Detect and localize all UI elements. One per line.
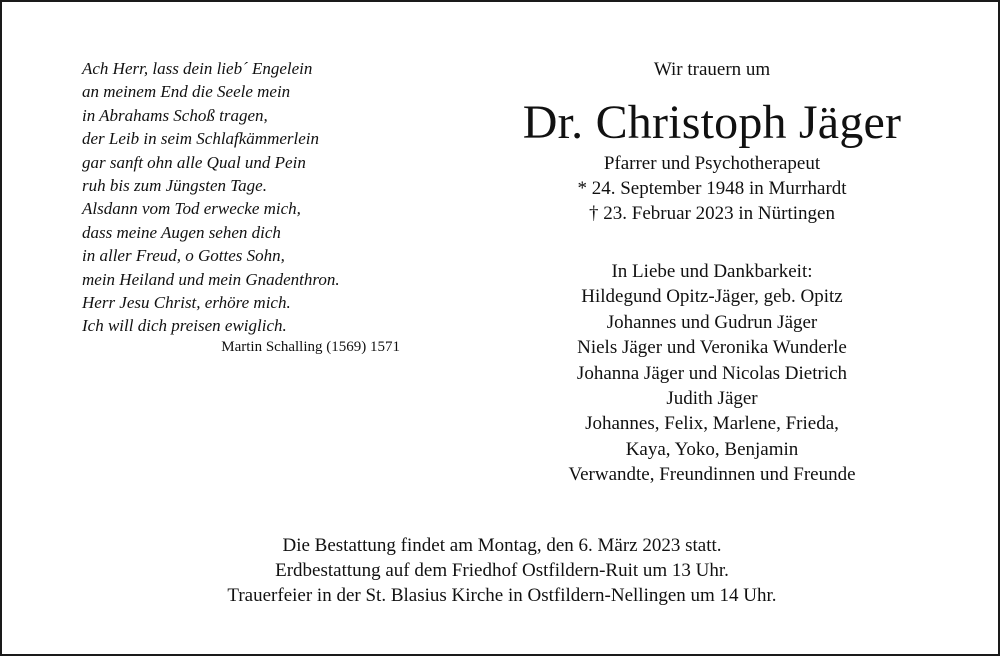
poem-line: in Abrahams Schoß tragen, bbox=[82, 105, 268, 125]
mourner-line: Hildegund Opitz-Jäger, geb. Opitz bbox=[581, 286, 843, 308]
service-info: Trauerfeier in der St. Blasius Kirche in Ostfildern-Nellingen um 14 Uhr. bbox=[227, 585, 777, 606]
funeral-details bbox=[2, 533, 1000, 608]
mourner-line: In Liebe und Dankbarkeit: bbox=[611, 261, 813, 282]
mourner-line: Johannes und Gudrun Jäger bbox=[606, 311, 818, 333]
mourner-line: Judith Jäger bbox=[666, 388, 758, 410]
poem-line: Ich will dich preisen ewiglich. bbox=[82, 316, 287, 336]
funeral-date: Die Bestattung findet am Montag, den 6. März 2023 statt. bbox=[282, 535, 722, 556]
poem-line: ruh bis zum Jüngsten Tage. bbox=[82, 176, 267, 196]
poem-line: dass meine Augen sehen dich bbox=[82, 222, 281, 242]
deceased-name: Dr. Christoph Jäger bbox=[522, 96, 902, 149]
profession: Pfarrer und Psychotherapeut bbox=[603, 153, 821, 174]
mourner-line: Verwandte, Freundinnen und Freunde bbox=[568, 464, 856, 486]
mourner-line: Johannes, Felix, Marlene, Frieda, bbox=[585, 413, 839, 435]
poem-line: Herr Jesu Christ, erhöre mich. bbox=[82, 293, 291, 313]
birth-date: * 24. September 1948 in Murrhardt bbox=[577, 178, 847, 199]
poem-credit: Martin Schalling (1569) 1571 bbox=[221, 339, 400, 355]
mourner-line: Kaya, Yoko, Benjamin bbox=[625, 438, 799, 460]
announcement bbox=[432, 57, 992, 226]
poem bbox=[82, 57, 412, 355]
mourner-line: Johanna Jäger und Nicolas Dietrich bbox=[576, 362, 848, 384]
poem-line: in aller Freud, o Gottes Sohn, bbox=[82, 246, 285, 266]
poem-line: Alsdann vom Tod erwecke mich, bbox=[82, 199, 301, 219]
burial-info: Erdbestattung auf dem Friedhof Ostfildern-Ruit um 13 Uhr. bbox=[275, 560, 729, 581]
poem-line: mein Heiland und mein Gnadenthron. bbox=[82, 269, 340, 289]
poem-line: Ach Herr, lass dein lieb´ Engelein bbox=[82, 59, 313, 78]
poem-line: an meinem End die Seele mein bbox=[82, 82, 291, 102]
poem-line: der Leib in seim Schlafkämmerlein bbox=[82, 129, 320, 149]
intro-text: Wir trauern um bbox=[653, 59, 771, 80]
death-date: † 23. Februar 2023 in Nürtingen bbox=[589, 203, 835, 224]
mourner-line: Niels Jäger und Veronika Wunderle bbox=[577, 337, 847, 359]
mourners-list bbox=[432, 259, 992, 488]
poem-line: gar sanft ohn alle Qual und Pein bbox=[82, 152, 306, 172]
